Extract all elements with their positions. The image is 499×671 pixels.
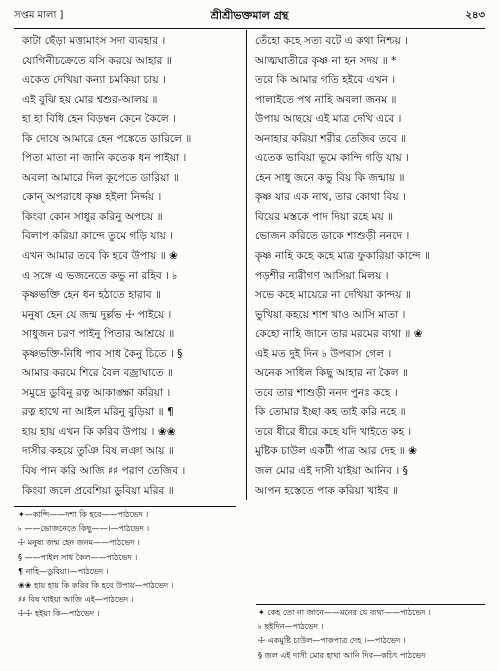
column-divider <box>246 30 247 500</box>
verse-line: এখন আমার তবে কি হবে উপায় ॥ ❀ <box>22 250 178 263</box>
footnote-rule-left <box>14 506 236 507</box>
verse-line: কেহো নাহি জানে তার মরমের ব্যথা ॥ ❀ <box>255 328 423 341</box>
verse-line: তবে তার শাশুড়ী ননদ পুনঃ কহে । <box>255 386 398 399</box>
verse-line: কৃষ্ণ যার এক নাথ, তার কোথা বিয় । <box>255 191 406 204</box>
verse-line: আত্মঘাতীরে কৃষ্ণ না হন সদয় ॥ * <box>255 54 397 67</box>
verse-line: কাটা ছেঁড়া মত্ত্যমাংস সদা ব্যবহার । <box>22 35 166 47</box>
verse-line: অনেক সাধিল কিছু আহার না কৈল ॥ <box>255 367 408 380</box>
verse-line: এ সঙ্গে এ ভজনেতে কভু না রহিব । ♭ <box>22 269 178 282</box>
verse-line: অনাহার করিয়া শরীর তেজিব তবে ॥ <box>255 132 407 145</box>
verse-line: এতেক ভাবিয়া ভূমে কান্দি গড়ি যায় । <box>255 152 409 165</box>
verse-line: কৃষ্ণভক্তি-নিধি পাব সাধ কৈনু চিতে । § <box>22 347 183 360</box>
verse-line <box>22 501 252 502</box>
verse-line: যোগিনীচক্রেতে বসি করয়ে আহার ॥ <box>22 54 172 67</box>
verse-line: পড়শীর নারীগণ আসিয়া মিলয় । <box>255 269 389 282</box>
verse-line: এই বুঝি হয় মোর শ্বশুর-আলয় ॥ <box>22 93 158 106</box>
verse-column-right <box>255 32 485 502</box>
verse-line: জল মোর এই দাসী যাইয়া আনিব । § <box>255 465 408 478</box>
verse-line: আমার করমে শিরে বৈল বজ্রাঘাতে ॥ <box>22 367 173 380</box>
verse-line: আপন হস্তেতে পাক করিয়া খাইব ॥ <box>255 484 399 497</box>
footnote-line: ☩ একমুষ্টি চাউল—পাকপাত্র দেহ ।—পাঠভেদ । <box>258 636 406 646</box>
footnote-line: ☩☩ হইয়া কি—পাঠভেদ । <box>18 609 100 619</box>
verse-line: কৃষ্ণভক্তি হেন ধন হঠাতে হারাব ॥ <box>22 289 162 302</box>
page-header <box>14 6 485 26</box>
verse-line: সাধুজন চরণ পাইনু পিতার আশ্রয়ে ॥ <box>22 328 175 341</box>
verse-line <box>255 501 485 502</box>
verse-line: ভুখিয়া কহয়ে শাশ খাও আসি মাতা । <box>255 308 406 321</box>
verse-line: কিংবা কোন সাধুর করিনু অপচয় ॥ <box>22 210 163 223</box>
running-head-title: শ্রীশ্রীভক্তমাল গ্রন্থ <box>210 9 289 22</box>
verse-line: পিতা মাতা না জানি কতেক ধন পাইয়া । <box>22 152 187 165</box>
footnote-line: ❀❀ হায় হায় কি করিব কি হবে উপায়—পাঠভেদ । <box>18 580 174 590</box>
footnote-line: ✦ কেহ তো না জানে——মনের যে ব্যথা——পাঠভেদ । <box>258 608 431 617</box>
verse-column-left <box>22 32 252 502</box>
verse-line: কি দোষে আমারে হেন পঙ্কেতে ডারিলে ॥ <box>22 132 192 145</box>
verse-line: হায় হায় এখন কি করিব উপায় । ❀❀ <box>22 425 176 438</box>
footnotes-left <box>18 508 246 668</box>
verse-line: তবে ধীরে ধীরে কহে যদি খাইতে কহ । <box>255 425 412 438</box>
running-head-left: সপ্তম মালা ] <box>14 10 64 21</box>
verse-line: ভোজন করিতে ডাকে শাশুড়ী ননদে । <box>255 230 410 243</box>
footnote-line: ¶ নাহি—ডুবিয়া।—পাঠভেদ । <box>18 566 109 576</box>
footnote-line: § ——পাইল সাধ কৈল——পাঠভেদ । <box>18 552 138 562</box>
verse-line: মনুষ্য হেন যে জন্ম দুর্ল্লভ ☩ পাইয়ে । <box>22 308 172 321</box>
footnote-line: ♯♯ বিষ খাইয়া আজি এই—পাঠভেদ । <box>18 595 134 605</box>
footnote-rule-right <box>256 604 485 605</box>
verse-line: কোন্ অপরাধে কৃষ্ণ হইলা নির্দ্দয় । <box>22 191 162 204</box>
verse-line: কি তোমার ইচ্ছা কহ তাই করি নহে ॥ <box>255 406 406 419</box>
verse-line: সভে কহে মায়েরে না দেখিয়া কান্দয় ॥ <box>255 289 411 302</box>
verse-line: বিলাপ করিয়া কান্দে তুমে গড়ি যায় । <box>22 230 173 243</box>
footnote-line: ✦—কান্দি——দশা কি হবে——পাঠভেদ । <box>18 510 149 519</box>
footnote-line: ☩ মনুষ্য জন্ম হেন জনম——পাঠভেদ । <box>18 538 140 548</box>
footnote-line: ♭ ——ভোজনেতে কিছু——।—পাঠভেদ । <box>18 524 150 534</box>
verse-line: বিষ পান করি আজি ♯♯ পরাণ তেজিব । <box>22 465 186 478</box>
verse-line: অবলা আমারে দিল কূপেতে ডারিয়া ॥ <box>22 171 179 184</box>
verse-line: হা হা বিধি হেন বিড়ম্বন কেনে কৈলে । <box>22 113 176 126</box>
footnote-line: ♭ ছইদিন—পাঠভেদ । <box>258 622 324 632</box>
verse-line: কিংবা জলে প্রবেশিয়া ডুবিয়া মরিব ॥ <box>22 484 174 497</box>
verse-line: একেত দেখিয়া কন্যা চমকিয়া চায় । <box>22 74 166 87</box>
verse-line: বিয়ের মস্তকে পাদ দিয়া রহে ময় ॥ <box>255 210 394 223</box>
verse-line: হেন সাধু জনে কভু বিয় কি জন্মায় ॥ <box>255 171 405 184</box>
verse-line: দাসীর কহয়ে তুঞি বিষ লঞা আয় ॥ <box>22 445 174 458</box>
verse-line: তেঁহো কহে সত্য বটে এ কথা নিশ্চয় । <box>255 35 409 47</box>
verse-line: সমুদ্রে ডুবিনু রত্ন আকাঙ্ক্ষা করিয়া । <box>22 386 171 399</box>
footnotes-right <box>258 606 488 666</box>
verse-line: কৃষ্ণ নাহি কহে কহে মাত্র ফুকারিয়া কান্দে ॥ <box>255 250 431 263</box>
verse-line: এই মত দুই দিন ♭ উপবাস গেল । <box>255 347 392 360</box>
header-rule <box>14 28 485 29</box>
verse-line: মুষ্টিক চাউল একটী পাত্র আর দেহ ॥ ❀ <box>255 445 417 458</box>
footnote-line: § জল এই দাসী মোর হাথা আনি দিব—কচিৎ পাঠভেদ <box>258 650 426 660</box>
page-number: ২৪৩ <box>465 10 485 21</box>
verse-line: উপায় আছয়ে এই মাত্র দেখি এবে । <box>255 113 402 126</box>
verse-line: রত্ন হাথে না আইল মরিনু বুড়িয়া ॥ ¶ <box>22 406 174 419</box>
verse-line: পালাইতে পথ নাহি অবলা জনম ॥ <box>255 93 397 106</box>
verse-line: তবে কি আমার গতি হইবে এখন । <box>255 74 396 87</box>
